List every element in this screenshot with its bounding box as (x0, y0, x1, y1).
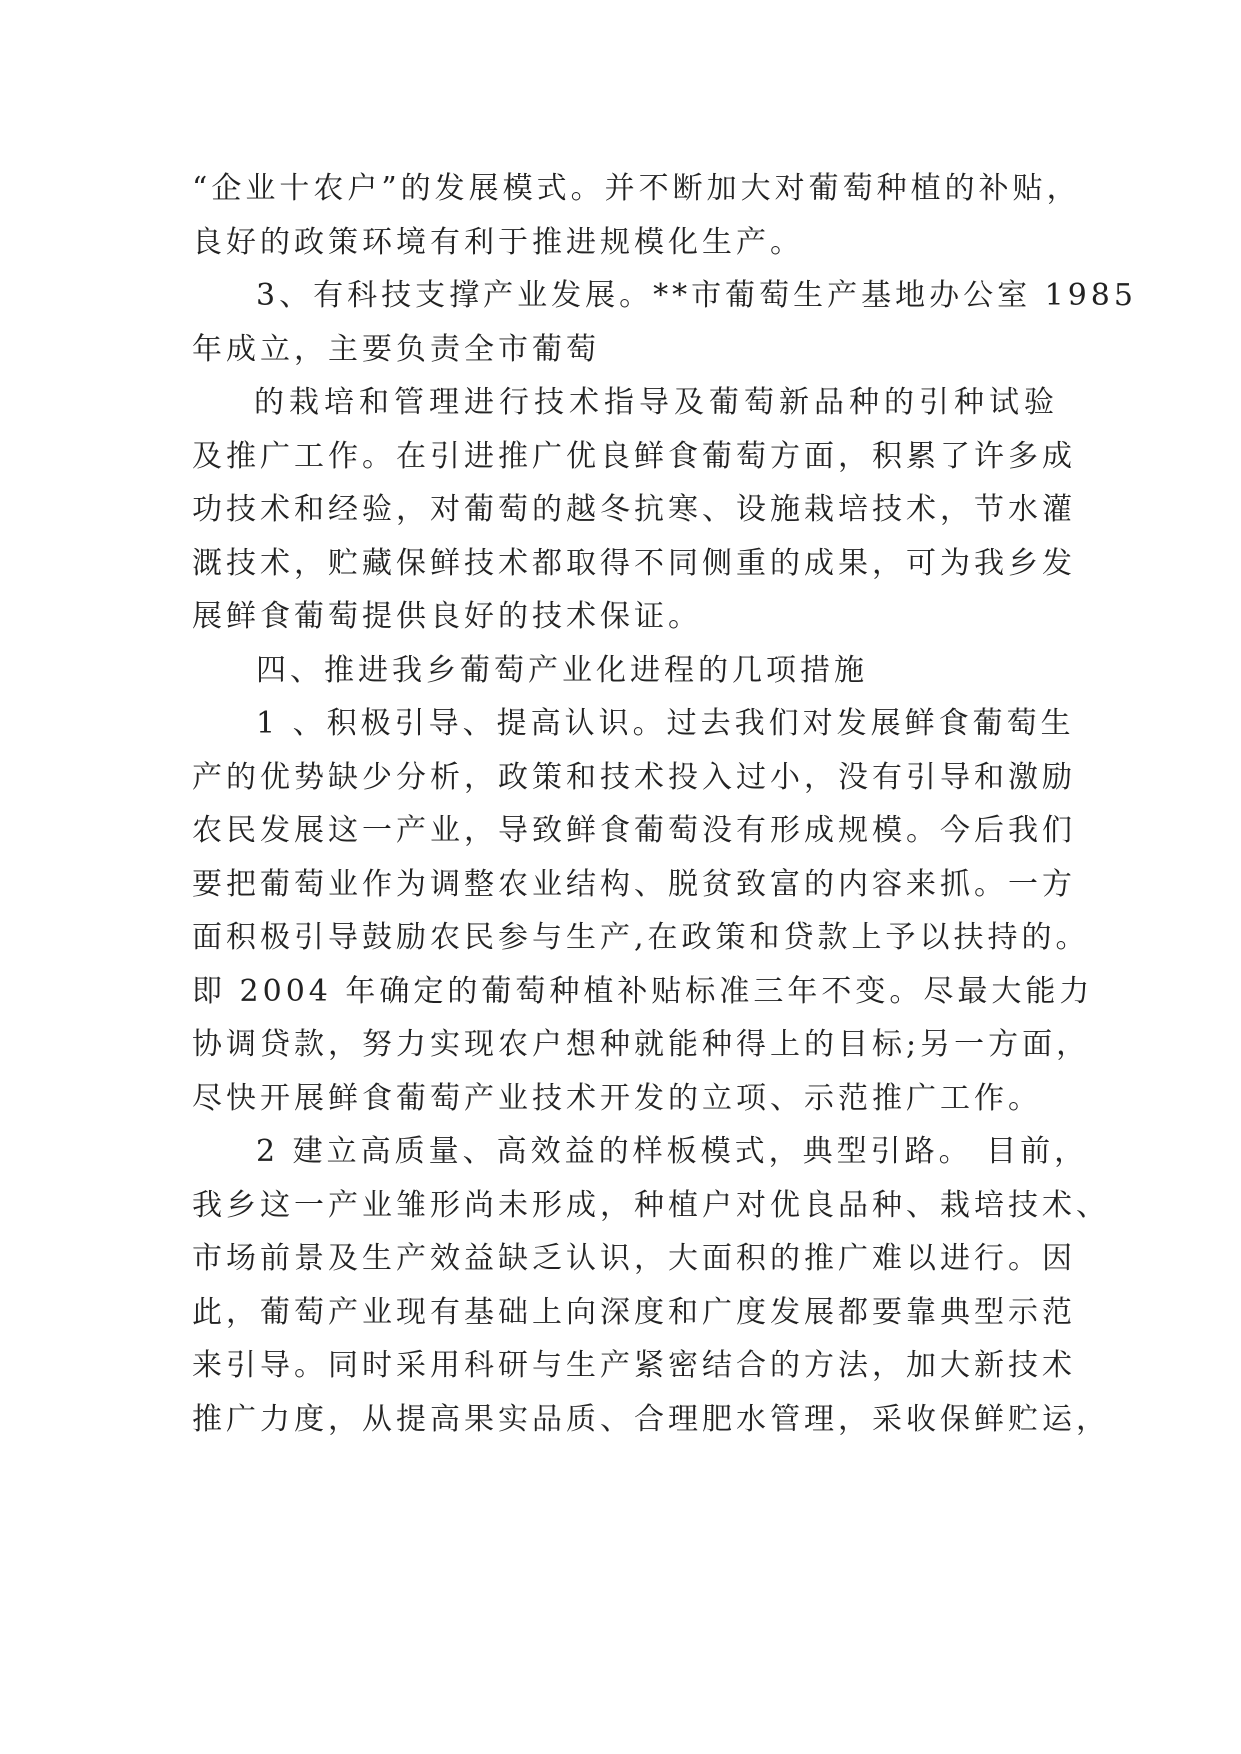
text-line: 溉技术，贮藏保鲜技术都取得不同侧重的成果，可为我乡发 (192, 545, 1076, 581)
text-line: 3、有科技支撑产业发展。**市葡萄生产基地办公室 1985 (256, 278, 1137, 313)
text-line: 的栽培和管理进行技术指导及葡萄新品种的引种试验 (254, 385, 1058, 420)
text-line: 面积极引导鼓励农民参与生产,在政策和贷款上予以扶持的。 (192, 920, 1090, 955)
text-line: 来引导。同时采用科研与生产紧密结合的方法，加大新技术 (192, 1348, 1076, 1383)
text-line: 要把葡萄业作为调整农业结构、脱贫致富的内容来抓。一方 (192, 866, 1076, 902)
text-line: 良好的政策环境有利于推进规模化生产。 (192, 224, 804, 260)
document-body (192, 162, 1137, 1446)
text-line: 尽快开展鲜食葡萄产业技术开发的立项、示范推广工作。 (192, 1080, 1042, 1116)
text-line: 年成立，主要负责全市葡萄 (192, 331, 600, 367)
text-line: 展鲜食葡萄提供良好的技术保证。 (192, 599, 702, 634)
text-line: 我乡这一产业雏形尚未形成，种植户对优良品种、栽培技术、 (192, 1187, 1110, 1223)
text-line: 1 、积极引导、提高认识。过去我们对发展鲜食葡萄生 (256, 706, 1075, 741)
text-line: 产的优势缺少分析，政策和技术投入过小，没有引导和激励 (192, 759, 1076, 795)
text-line: 市场前景及生产效益缺乏认识，大面积的推广难以进行。因 (192, 1241, 1076, 1276)
text-line: 协调贷款，努力实现农户想种就能种得上的目标;另一方面， (192, 1027, 1091, 1062)
text-line: 功技术和经验，对葡萄的越冬抗寒、设施栽培技术，节水灌 (192, 492, 1076, 527)
text-line: 此，葡萄产业现有基础上向深度和广度发展都要靠典型示范 (192, 1294, 1076, 1330)
text-line: 推广力度，从提高果实品质、合理肥水管理，采收保鲜贮运， (192, 1401, 1110, 1437)
text-line: “企业十农户”的发展模式。并不断加大对葡萄种植的补贴， (192, 171, 1081, 206)
text-line: 即 2004 年确定的葡萄种植补贴标准三年不变。尽最大能力 (192, 973, 1094, 1009)
text-line: 2 建立高质量、高效益的样板模式，典型引路。 目前， (256, 1134, 1089, 1169)
text-line: 及推广工作。在引进推广优良鲜食葡萄方面，积累了许多成 (192, 438, 1076, 474)
text-line: 农民发展这一产业，导致鲜食葡萄没有形成规模。今后我们 (192, 813, 1076, 848)
section-heading: 四、推进我乡葡萄产业化进程的几项措施 (256, 652, 868, 688)
